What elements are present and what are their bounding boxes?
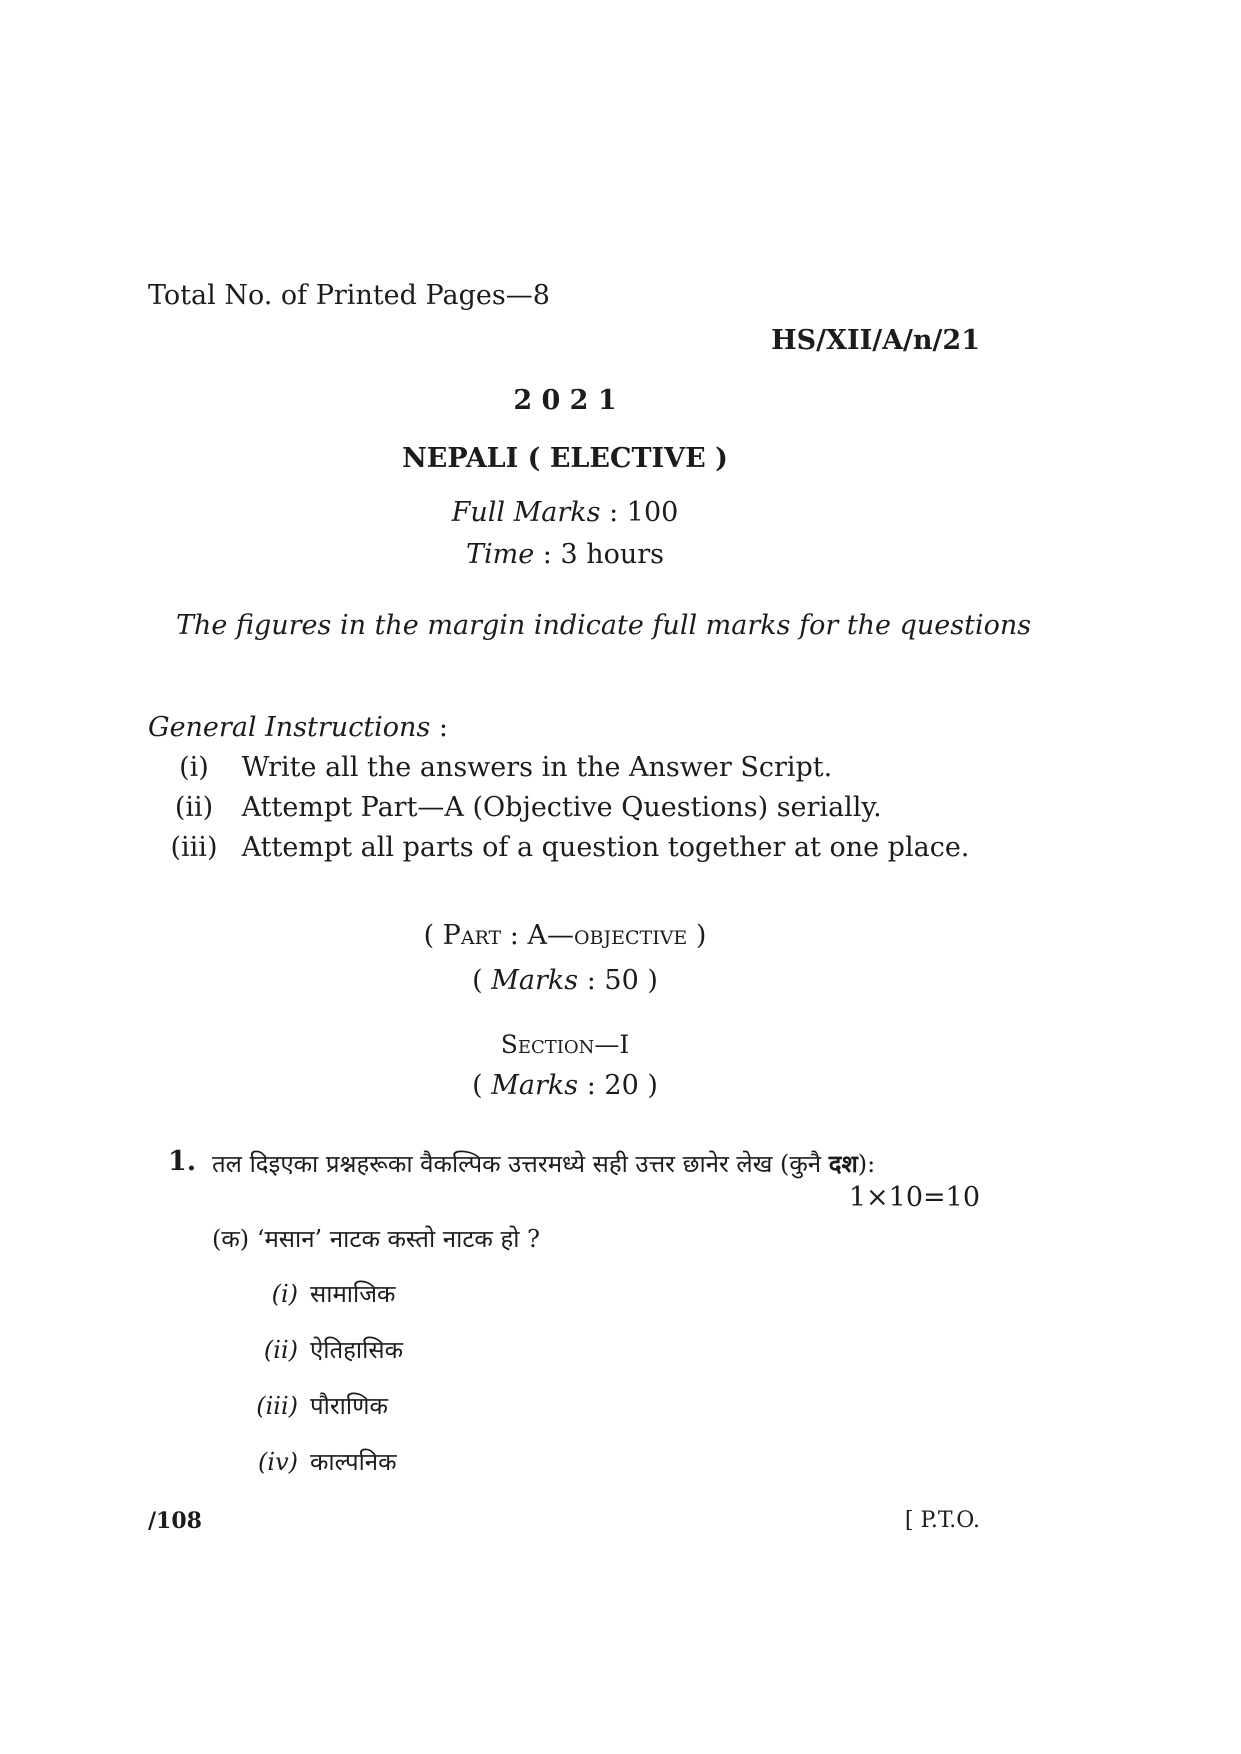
question-text-main: तल दिइएका प्रश्नहरूका वैकल्पिक उत्तरमध्ये सही उत्तर छानेर लेख (कुनै: [212, 1150, 829, 1178]
question-text: [212, 1147, 875, 1180]
footer-code: /108: [148, 1508, 202, 1534]
paper-code: HS/XII/A/n/21: [771, 325, 980, 356]
option-item: [238, 1333, 403, 1366]
section-marks: [0, 1070, 1130, 1101]
question-marks: 1×10=10: [848, 1182, 980, 1213]
instruction-number: (i): [179, 752, 209, 783]
instruction-text: Attempt all parts of a question together at one place.: [241, 832, 970, 863]
part-marks-value: : 50 ): [586, 965, 658, 996]
instructions-colon: :: [438, 712, 449, 743]
full-marks-label: Full Marks: [451, 497, 601, 528]
question-text-end: ):: [857, 1150, 876, 1178]
subject-title: NEPALI ( ELECTIVE ): [402, 443, 728, 474]
exam-year: 2 0 2 1: [513, 385, 617, 416]
sub-question-label: (क): [212, 1225, 250, 1253]
footer-pto: [ P.T.O.: [904, 1508, 980, 1533]
full-marks-value: : 100: [609, 497, 679, 528]
section-marks-value: : 20 ): [586, 1070, 658, 1101]
part-title: ( Part : A—objective ): [423, 920, 707, 951]
option-text: काल्पनिक: [310, 1448, 397, 1476]
option-item: [238, 1277, 395, 1310]
question-number: 1.: [168, 1146, 197, 1177]
option-text: ऐतिहासिक: [310, 1336, 403, 1364]
part-marks: [0, 965, 1130, 996]
option-number: (iv): [258, 1448, 298, 1476]
question-text-bold: दश: [828, 1149, 858, 1178]
section-marks-open: (: [472, 1070, 483, 1101]
total-pages: Total No. of Printed Pages—8: [148, 280, 550, 311]
option-number: (i): [271, 1280, 298, 1308]
instructions-title: General Instructions: [148, 712, 431, 743]
time-allowed: [0, 539, 1130, 570]
instruction-text: Write all the answers in the Answer Script.: [241, 752, 833, 783]
option-text: सामाजिक: [310, 1280, 396, 1308]
part-marks-open: (: [472, 965, 483, 996]
instruction-item: [155, 752, 832, 783]
instruction-text: Attempt Part—A (Objective Questions) serially.: [241, 792, 882, 823]
instruction-item: [155, 832, 969, 863]
section-title: Section—I: [500, 1030, 630, 1059]
time-label: Time: [465, 539, 535, 570]
instructions-heading: [148, 712, 448, 743]
instruction-item: [155, 792, 882, 823]
instruction-number: (iii): [170, 832, 218, 863]
part-marks-label: Marks: [491, 965, 579, 996]
instruction-number: (ii): [174, 792, 214, 823]
option-text: पौराणिक: [310, 1392, 388, 1420]
option-item: [238, 1389, 388, 1422]
time-value: : 3 hours: [542, 539, 665, 570]
full-marks: [0, 497, 1130, 528]
sub-question-text: ‘मसान’ नाटक कस्तो नाटक हो ?: [256, 1225, 540, 1253]
option-item: [238, 1445, 397, 1478]
marks-note: The figures in the margin indicate full marks for the questions: [176, 610, 1032, 641]
option-number: (iii): [256, 1392, 298, 1420]
section-marks-label: Marks: [491, 1070, 579, 1101]
option-number: (ii): [263, 1336, 298, 1364]
sub-question: [212, 1222, 540, 1255]
